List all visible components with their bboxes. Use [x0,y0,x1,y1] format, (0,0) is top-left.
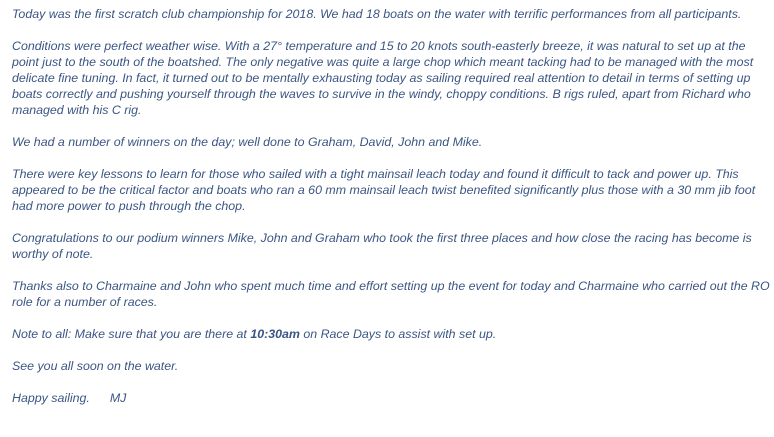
paragraph-thanks: Thanks also to Charmaine and John who spent much time and effort setting up the event for today and Charmaine who carried out the RO role for a number of races. [12,279,770,309]
paragraph-note [12,326,770,342]
signoff-text: Happy sailing. [12,391,90,405]
paragraph-podium: Congratulations to our podium winners Mike, John and Graham who took the first three places and how close the racing has become is worthy of note. [12,231,752,261]
note-text-after: on Race Days to assist with set up. [299,327,497,341]
paragraph-lessons: There were key lessons to learn for those who sailed with a tight mainsail leach today and found it difficult to tack and power up. This appeared to be the critical factor and boats who ran a 60 mm mainsail leach twist benefited significantly plus those with a 30 mm jib foot had more power to push through the chop. [12,167,756,213]
article-body [12,6,770,422]
paragraph-intro: Today was the first scratch club championship for 2018. We had 18 boats on the water with terrific performances from all participants. [12,7,742,21]
signoff [12,390,770,406]
paragraph-winners: We had a number of winners on the day; well done to Graham, David, John and Mike. [12,135,483,149]
paragraph-closing: See you all soon on the water. [12,359,179,373]
note-text-before: Note to all: Make sure that you are there at [12,327,251,341]
signoff-initials: MJ [109,391,127,405]
note-time: 10:30am [250,327,300,341]
paragraph-conditions: Conditions were perfect weather wise. With a 27° temperature and 15 to 20 knots south-easterly breeze, it was natural to set up at the point just to the south of the boatshed. The only negative was quite a large chop which meant tacking had to be managed with the most delicate fine tuning. In fact, it turned out to be mentally exhausting today as sailing required real attention to detail in terms of setting up boats correctly and pushing yourself through the waves to survive in the windy, choppy conditions. B rigs ruled, apart from Richard who managed with his C rig. [12,39,754,117]
